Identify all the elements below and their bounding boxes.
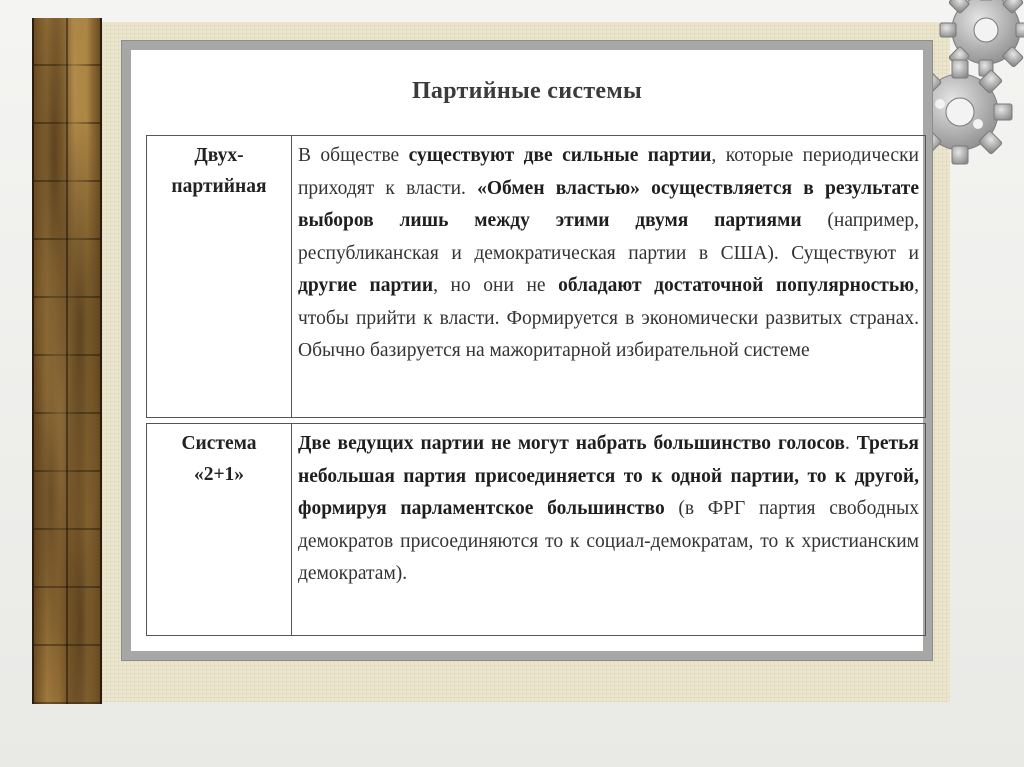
decorative-wood-strip — [32, 18, 102, 704]
text-segment-bold: «Обмен властью» осуществляется в результате выборов лишь между этими двумя партиями — [298, 177, 919, 231]
text-segment-bold: Третья небольшая партия присоединяется то к одной партии, то к другой, формируя парламентское большинство — [298, 433, 919, 519]
row-heading-line-1: Двух- — [194, 145, 244, 166]
text-segment: . — [844, 433, 857, 454]
text-segment: (в ФРГ партия свободных демократов присоединяются то к социал-демократам, то к христианским демократам). — [298, 498, 919, 584]
table-row — [147, 424, 926, 636]
text-segment-bold: Две ведущих партии не могут набрать большинство голосов — [298, 433, 845, 454]
row-heading-line-2: партийная — [171, 176, 267, 197]
row-heading-line-2: «2+1» — [193, 464, 245, 485]
row-heading — [147, 136, 292, 418]
text-segment: , чтобы прийти к власти. Формируется в экономически развитых странах. Обычно базируется на мажоритарной избирательной системе — [298, 275, 919, 361]
text-segment: , которые периодически приходят к власти. — [298, 145, 919, 199]
table-row — [147, 136, 926, 418]
row-heading-line-1: Система — [181, 433, 257, 454]
party-system-table-2 — [146, 423, 926, 636]
content-panel-inner — [131, 50, 923, 651]
text-segment-bold: другие партии — [298, 275, 434, 296]
slide-title: Партийные системы — [411, 78, 643, 104]
party-system-table-1 — [146, 135, 926, 418]
row-heading — [147, 424, 292, 636]
text-segment: , но они не — [433, 275, 559, 296]
content-panel — [121, 40, 933, 661]
row-description — [292, 424, 926, 636]
text-segment: (например, республиканская и демократическая партии в США). Существуют и — [298, 210, 919, 264]
text-segment-bold: существуют две сильные партии — [408, 145, 712, 166]
text-segment: В обществе — [298, 145, 409, 166]
text-segment-bold: обладают достаточной популярностью — [558, 275, 915, 296]
row-description — [292, 136, 926, 418]
